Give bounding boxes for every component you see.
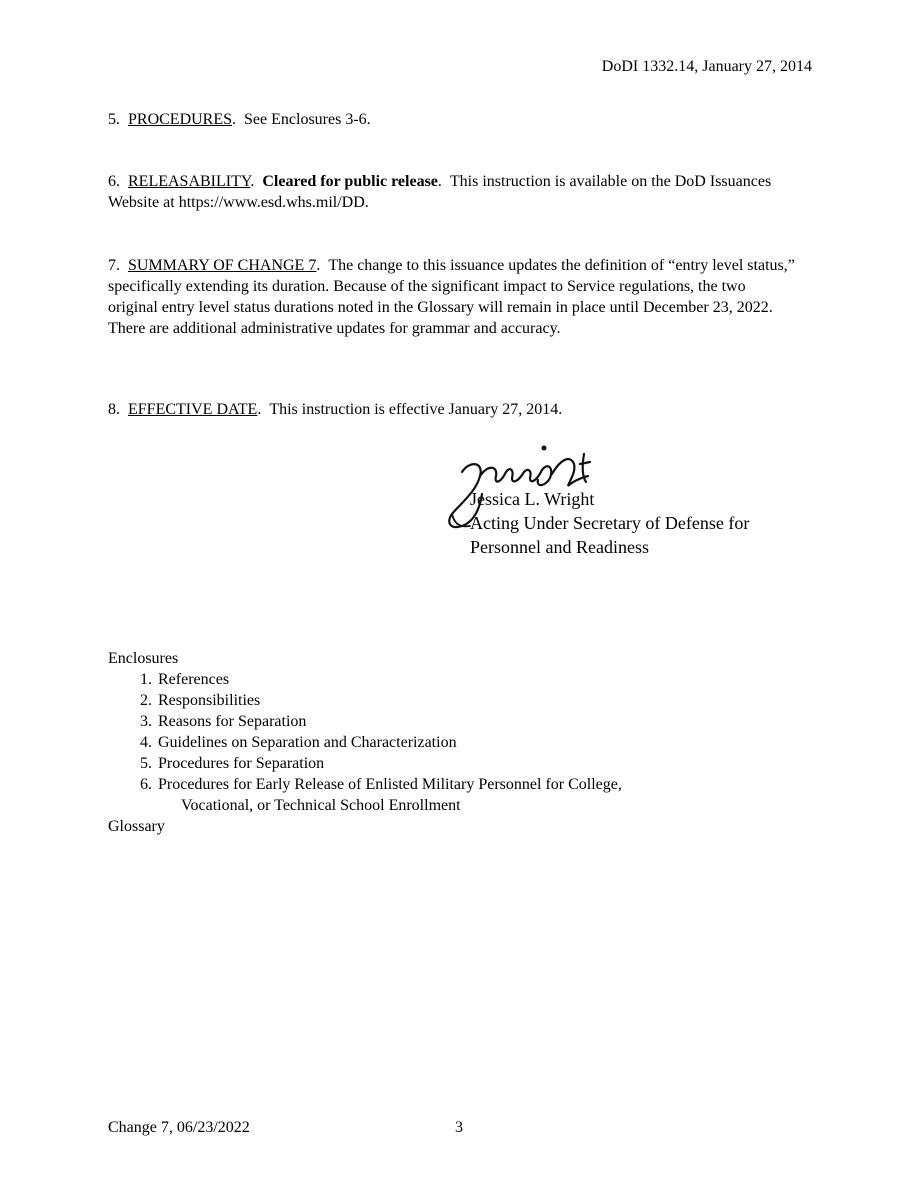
list-item: 2. Responsibilities — [140, 692, 261, 709]
section-heading: EFFECTIVE DATE — [128, 401, 258, 418]
section-heading: SUMMARY OF CHANGE 7 — [128, 257, 317, 274]
section-number: 6. — [108, 173, 120, 190]
list-item-continuation: Vocational, or Technical School Enrollment — [181, 797, 461, 814]
signatory-title-line-1: Acting Under Secretary of Defense for — [470, 513, 750, 533]
section-heading: PROCEDURES — [128, 111, 233, 128]
glossary-label: Glossary — [108, 818, 165, 835]
list-item: 5. Procedures for Separation — [140, 755, 325, 772]
section-releasability: 6. RELEASABILITY. Cleared for public release. This instruction is available on the DoD Issuances Website at https://www.esd.whs.mil/DD. — [108, 173, 772, 211]
section-text: This instruction is available on the DoD Issuances Website at https://www.esd.whs.mil/DD. — [108, 173, 772, 211]
section-heading: RELEASABILITY — [128, 173, 251, 190]
section-number: 5. — [108, 111, 120, 128]
signature-block — [440, 442, 820, 572]
list-item: 6. Procedures for Early Release of Enlisted Military Personnel for College, — [140, 776, 622, 793]
page-number: 3 — [455, 1119, 463, 1136]
section-text: The change to this issuance updates the definition of “entry level status,” specifically extending its duration. Because of the significant impact to Service regulations, the two original entry level status durations noted in the Glossary will remain in place until December 23, 2022. There are additional administrative updates for grammar and accuracy. — [108, 257, 795, 337]
enclosures-list — [108, 648, 808, 837]
enclosures-label: Enclosures — [108, 650, 179, 667]
section-summary-of-change: 7. SUMMARY OF CHANGE 7. The change to this issuance updates the definition of “entry level status,” specifically extending its duration. Because of the significant impact to Service regulations, the two original entry level status durations noted in the Glossary will remain in place until December 23, 2022. There are additional administrative updates for grammar and accuracy. — [108, 257, 795, 337]
section-number: 8. — [108, 401, 120, 418]
list-item: 1. References — [140, 671, 230, 688]
document-reference: DoDI 1332.14, January 27, 2014 — [601, 58, 812, 75]
section-effective-date: 8. EFFECTIVE DATE. This instruction is effective January 27, 2014. — [108, 401, 563, 418]
footer-change-date: Change 7, 06/23/2022 — [108, 1119, 250, 1136]
section-text: This instruction is effective January 27, 2014. — [269, 401, 563, 418]
list-item: 4. Guidelines on Separation and Characterization — [140, 734, 457, 751]
signatory-title-line-2: Personnel and Readiness — [470, 537, 649, 557]
section-procedures: 5. PROCEDURES. See Enclosures 3-6. — [108, 111, 371, 128]
release-statement: Cleared for public release — [262, 173, 438, 190]
section-number: 7. — [108, 257, 120, 274]
section-text: See Enclosures 3-6. — [244, 111, 371, 128]
list-item: 3. Reasons for Separation — [140, 713, 307, 730]
signatory-name: Jessica L. Wright — [470, 489, 595, 509]
